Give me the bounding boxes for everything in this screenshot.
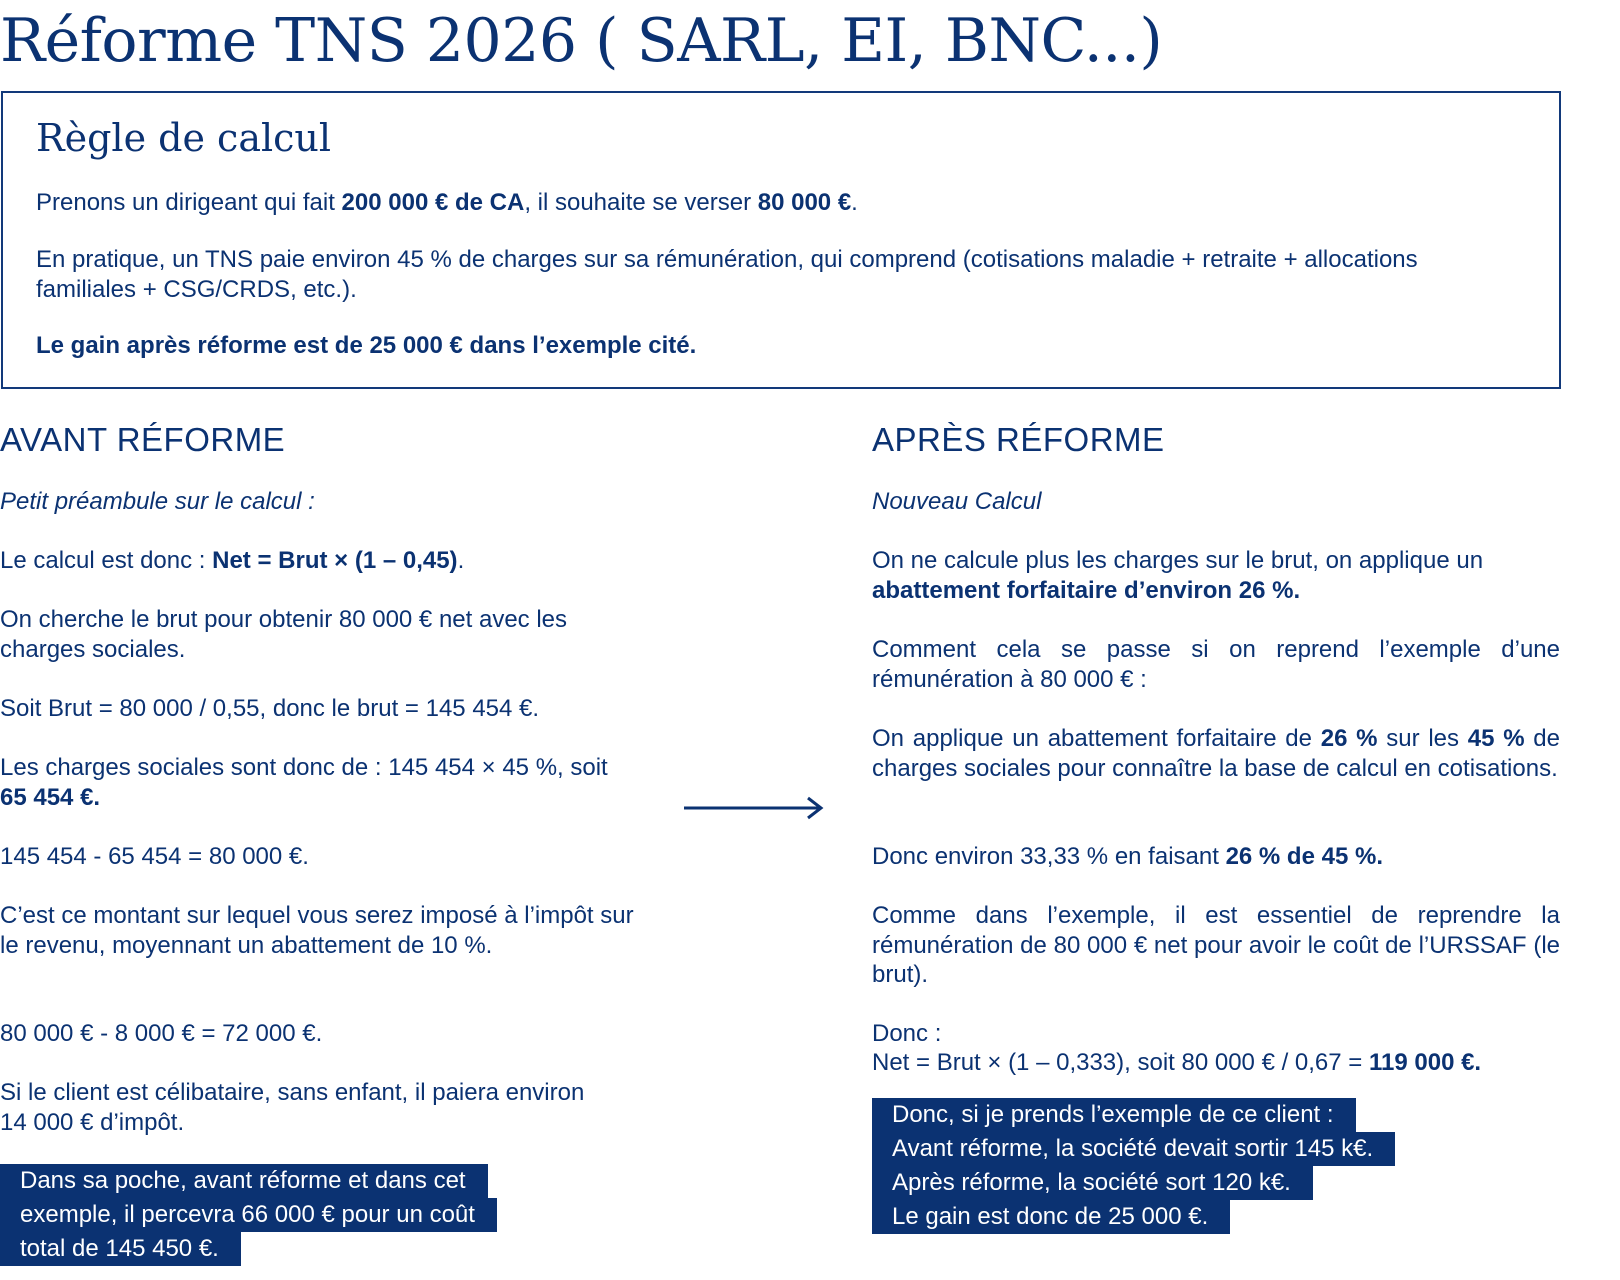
avant-brut-paragraph: On cherche le brut pour obtenir 80 000 € net avec les charges sociales. bbox=[0, 606, 568, 663]
avant-celibataire-paragraph: Si le client est célibataire, sans enfant, il paiera environ 14 000 € d’impôt. bbox=[0, 1079, 585, 1136]
rate-45: 45 % bbox=[1467, 725, 1525, 752]
text: . bbox=[851, 189, 858, 216]
text: Net = Brut × (1 – 0,333), soit 80 000 € / 0,67 = bbox=[872, 1049, 1369, 1076]
highlight-line: Après réforme, la société sort 120 k€. bbox=[872, 1166, 1313, 1200]
highlight-line: Avant réforme, la société devait sortir 145 k€. bbox=[872, 1132, 1395, 1166]
avant-abattement-paragraph: 80 000 € - 8 000 € = 72 000 €. bbox=[0, 1020, 323, 1047]
highlight-line: exemple, il percevra 66 000 € pour un coût bbox=[0, 1198, 497, 1232]
rule-heading: Règle de calcul bbox=[36, 116, 332, 160]
formula: Net = Brut × (1 – 0,45) bbox=[212, 547, 458, 574]
apres-final-formula bbox=[872, 1048, 1481, 1078]
arrow-right-icon bbox=[684, 796, 824, 820]
rate-calc: 26 % de 45 %. bbox=[1225, 843, 1383, 870]
avant-intro: Petit préambule sur le calcul : bbox=[0, 488, 315, 515]
charges-amount: 65 454 €. bbox=[0, 783, 101, 811]
text: . bbox=[457, 547, 465, 574]
apres-calc-paragraph bbox=[872, 546, 1560, 605]
calculation-rule-box bbox=[1, 91, 1561, 389]
brut-result: 119 000 €. bbox=[1368, 1049, 1482, 1076]
abattement-rate: abattement forfaitaire d’environ 26 %. bbox=[872, 576, 1301, 604]
apres-highlight-box bbox=[872, 1098, 1395, 1234]
apres-applique-paragraph bbox=[872, 724, 1560, 783]
text: Les charges sociales sont donc de : 145 454 × 45 %, soit bbox=[0, 754, 608, 781]
salary-amount: 80 000 € bbox=[757, 189, 852, 216]
text: , il souhaite se verser bbox=[524, 189, 758, 216]
apres-comme-paragraph: Comme dans l’exemple, il est essentiel de reprendre la rémunération de 80 000 € net pour avoir le coût de l’URSSAF (le brut). bbox=[872, 902, 1560, 988]
apres-donc-label: Donc : bbox=[872, 1020, 942, 1047]
avant-highlight-box bbox=[0, 1164, 497, 1266]
text: On applique un abattement forfaitaire de bbox=[872, 725, 1321, 752]
rule-paragraph-charges: En pratique, un TNS paie environ 45 % de charges sur sa rémunération, qui comprend (cotisations maladie + retraite + allocations familiales + CSG/CRDS, etc.). bbox=[36, 246, 1418, 303]
apres-intro: Nouveau Calcul bbox=[872, 488, 1042, 515]
avant-reforme-heading: AVANT RÉFORME bbox=[0, 421, 286, 458]
text: sur les bbox=[1377, 725, 1468, 752]
highlight-line: Donc, si je prends l’exemple de ce client : bbox=[872, 1098, 1356, 1132]
text: Prenons un dirigeant qui fait bbox=[36, 189, 342, 216]
highlight-line: Dans sa poche, avant réforme et dans cet bbox=[0, 1164, 488, 1198]
apres-donc-paragraph bbox=[872, 842, 1383, 872]
avant-diff-paragraph: 145 454 - 65 454 = 80 000 €. bbox=[0, 843, 309, 870]
avant-impot-paragraph: C’est ce montant sur lequel vous serez imposé à l’impôt sur le revenu, moyennant un abattement de 10 %. bbox=[0, 902, 634, 959]
rule-paragraph-example bbox=[36, 188, 1516, 218]
highlight-line: Le gain est donc de 25 000 €. bbox=[872, 1200, 1230, 1234]
text: Le calcul est donc : bbox=[0, 547, 213, 574]
rule-paragraph-gain: Le gain après réforme est de 25 000 € dans l’exemple cité. bbox=[36, 332, 697, 359]
apres-reforme-heading: APRÈS RÉFORME bbox=[872, 421, 1165, 458]
rate-26: 26 % bbox=[1320, 725, 1378, 752]
text: On ne calcule plus les charges sur le brut, on applique un bbox=[872, 547, 1484, 574]
highlight-line: total de 145 450 €. bbox=[0, 1232, 241, 1266]
avant-charges-paragraph bbox=[0, 753, 640, 812]
text: de charges sociales pour connaître la base de calcul en cotisations. bbox=[872, 725, 1560, 782]
avant-formula bbox=[0, 546, 464, 576]
text: Donc environ 33,33 % en faisant bbox=[872, 843, 1226, 870]
apres-comment-paragraph: Comment cela se passe si on reprend l’exemple d’une rémunération à 80 000 € : bbox=[872, 636, 1560, 693]
page-title: Réforme TNS 2026 ( SARL, EI, BNC...) bbox=[0, 6, 1163, 76]
avant-soit-paragraph: Soit Brut = 80 000 / 0,55, donc le brut = 145 454 €. bbox=[0, 695, 540, 722]
ca-amount: 200 000 € de CA bbox=[341, 189, 525, 216]
